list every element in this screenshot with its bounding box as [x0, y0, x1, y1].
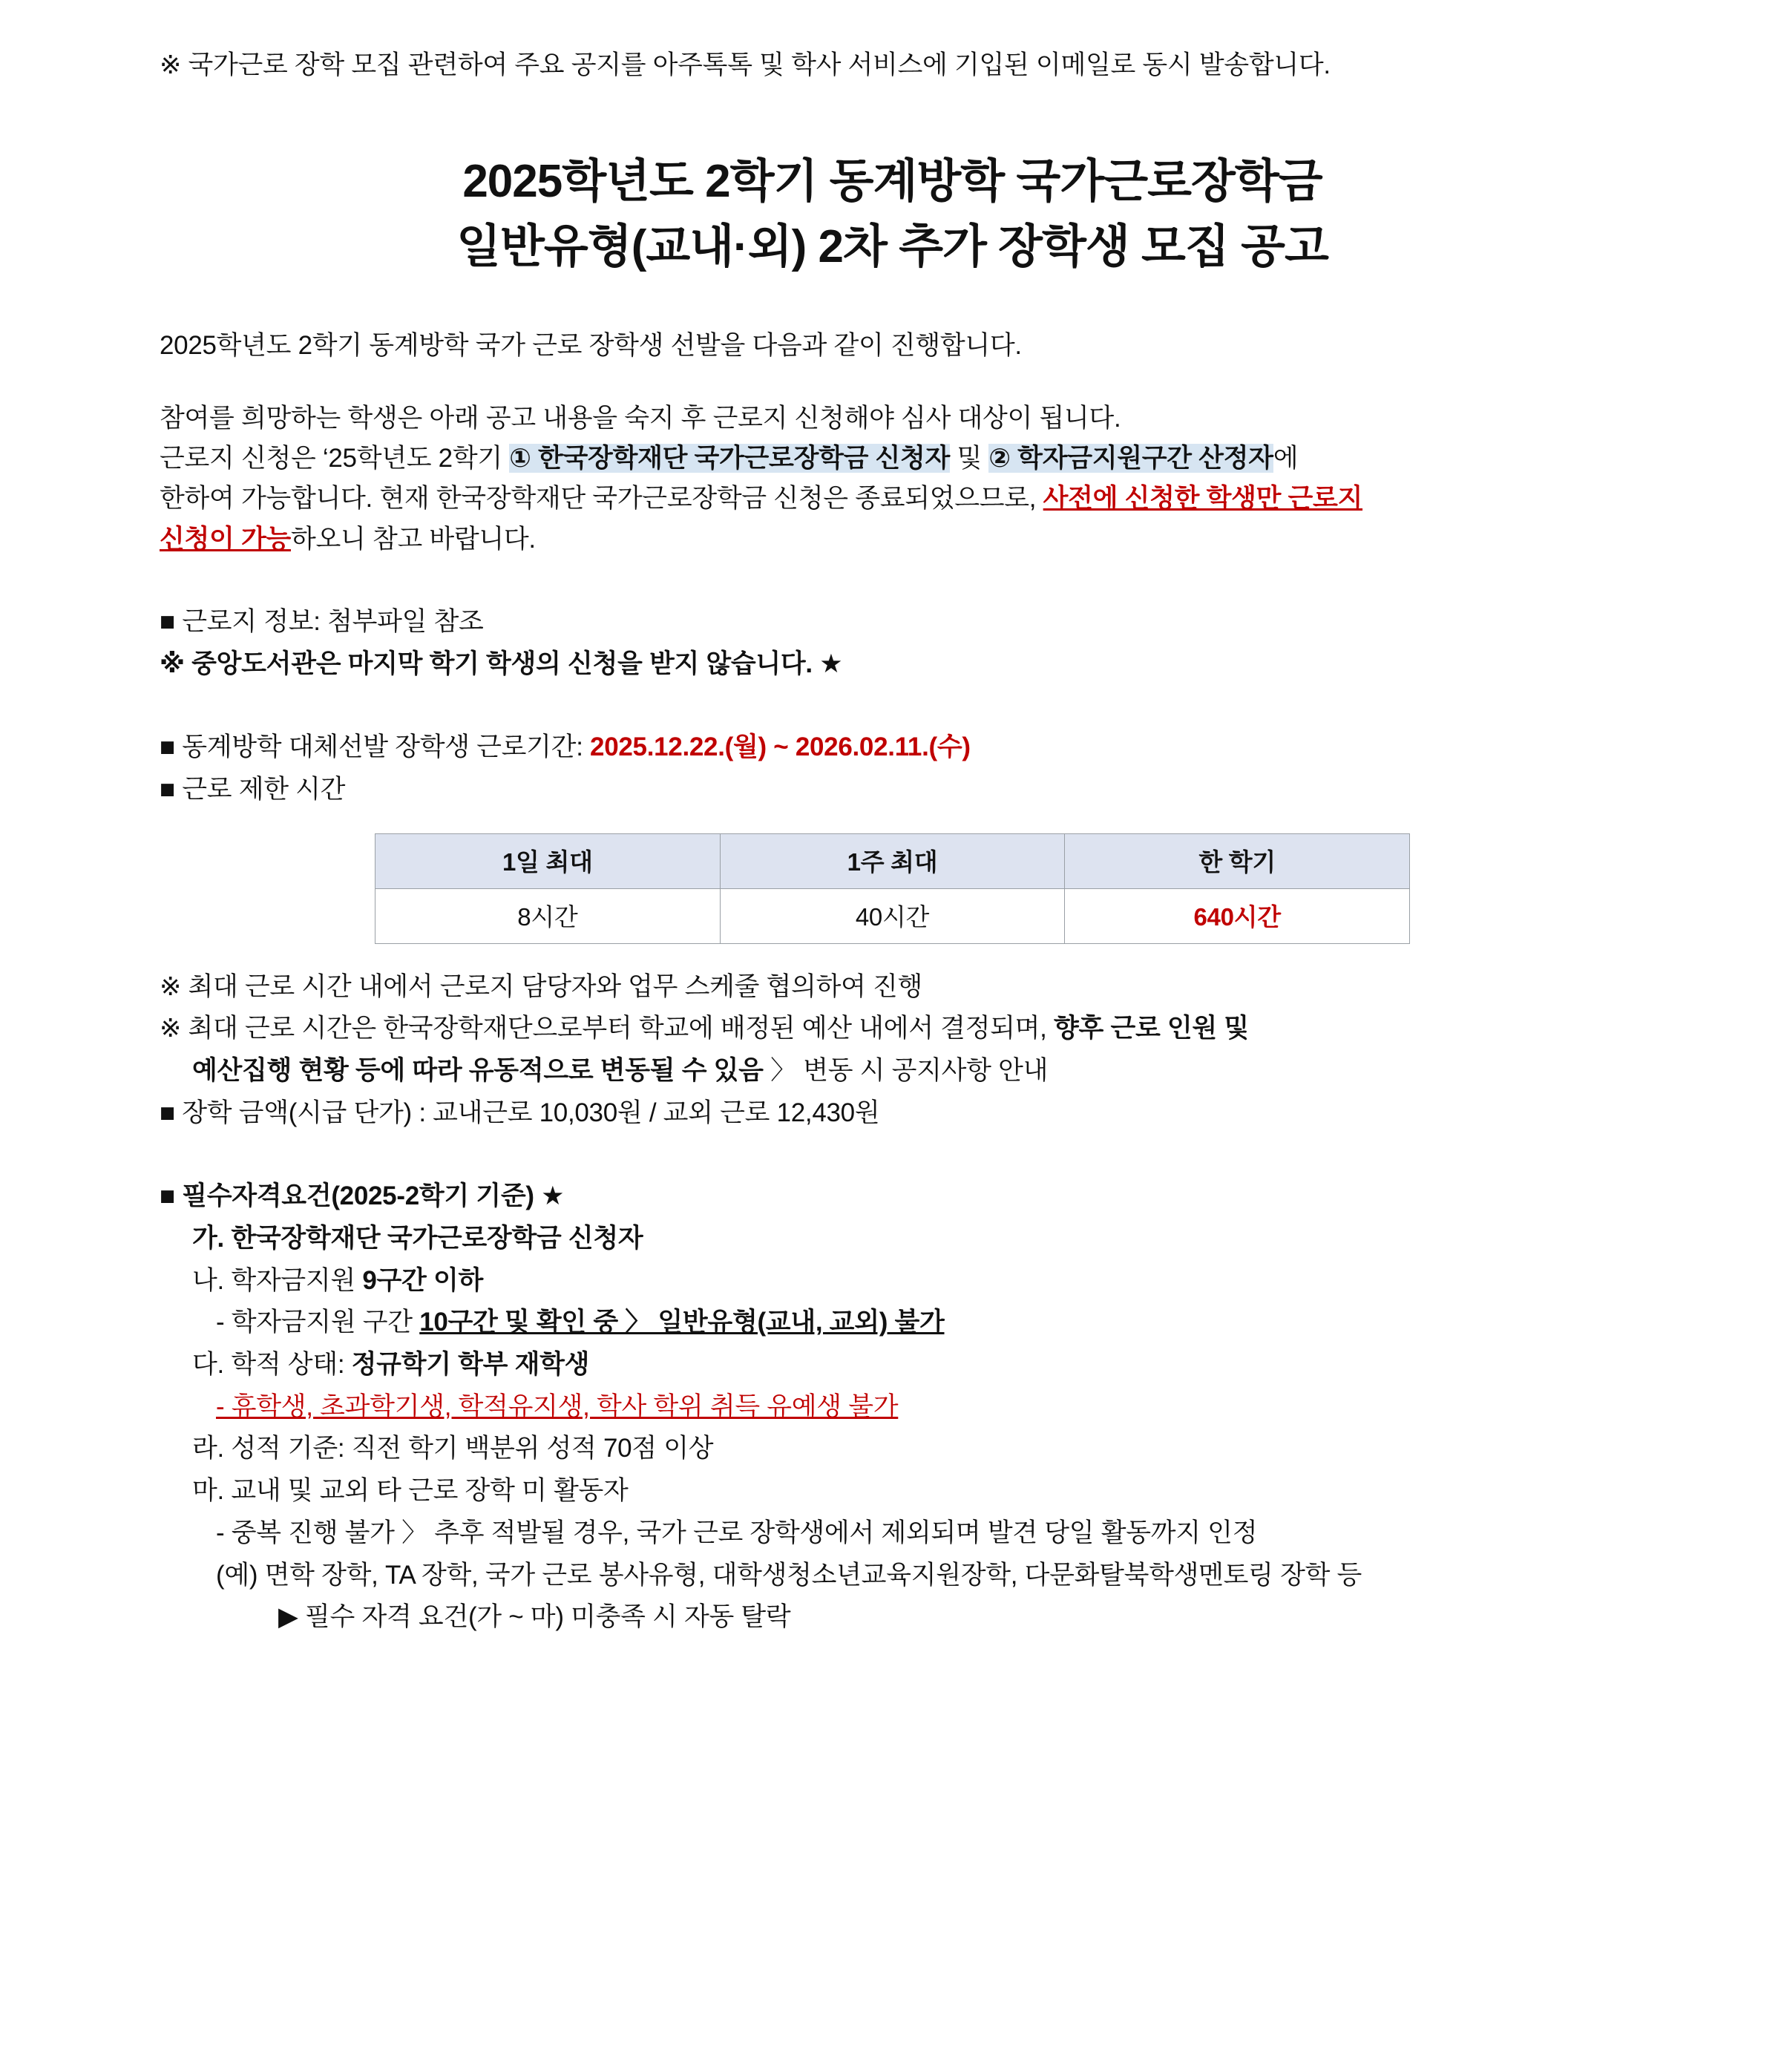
intro-line-3	[160, 439, 1625, 479]
requirement-c	[160, 1344, 1625, 1386]
intro-line-3-c: 에	[1273, 444, 1299, 473]
table-cell-daily: 8시간	[375, 888, 721, 943]
intro-line-3-b: 및	[950, 444, 989, 473]
note-schedule: ※ 최대 근로 시간 내에서 근로지 담당자와 업무 스케줄 협의하여 진행	[160, 971, 923, 1001]
requirement-c-sub-text: - 휴학생, 초과학기생, 학적유지생, 학사 학위 취득 유예생 불가	[216, 1391, 899, 1421]
work-period-label: ■ 동계방학 대체선발 장학생 근로기간:	[160, 732, 591, 762]
table-row	[375, 888, 1410, 943]
note-budget-a: ※ 최대 근로 시간은 한국장학재단으로부터 학교에 배정된 예산 내에서 결정되며,	[160, 1014, 1055, 1043]
table-header-weekly: 1주 최대	[720, 833, 1065, 888]
intro-line-1: 2025학년도 2학기 동계방학 국가 근로 장학생 선발을 다음과 같이 진행합니다.	[160, 330, 1022, 360]
workplace-notice: ※ 중앙도서관은 마지막 학기 학생의 신청을 받지 않습니다. ★	[160, 649, 843, 678]
intro-line-5	[160, 519, 1625, 560]
requirement-b-prefix: 나. 학자금지원	[192, 1265, 363, 1295]
requirement-a: 가. 한국장학재단 국가근로장학금 신청자	[192, 1224, 643, 1253]
requirement-b-sub	[160, 1302, 1625, 1344]
intro-line-4-a: 한하여 가능합니다. 현재 한국장학재단 국가근로장학금 신청은 종료되었으므로,	[160, 484, 1043, 514]
requirements-heading: ■ 필수자격요건(2025-2학기 기준) ★	[160, 1181, 565, 1211]
note-budget-cont-bold: 예산집행 현황 등에 따라 유동적으로 변동될 수 있음	[192, 1055, 764, 1085]
requirement-c-sub	[160, 1386, 1625, 1429]
document-title	[160, 149, 1625, 280]
requirement-b-bold: 9구간 이하	[362, 1265, 483, 1295]
note-budget-cont	[160, 1050, 1625, 1092]
requirement-b-sub-prefix: - 학자금지원 구간	[216, 1308, 420, 1337]
note-budget	[160, 1008, 1625, 1050]
requirement-e-sub-1: - 중복 진행 불가 〉 추후 적발될 경우, 국가 근로 장학생에서 제외되며 발견 당일 활동까지 인정	[216, 1518, 1258, 1547]
intro-highlight-2: ② 학자금지원구간 산정자	[988, 444, 1273, 473]
work-period	[160, 727, 1625, 769]
requirement-e: 마. 교내 및 교외 타 근로 장학 미 활동자	[192, 1476, 629, 1506]
intro-highlight-1: ① 한국장학재단 국가근로장학금 신청자	[509, 444, 951, 473]
note-budget-cont-rest: 〉 변동 시 공지사항 안내	[763, 1055, 1049, 1085]
requirement-d: 라. 성적 기준: 직전 학기 백분위 성적 70점 이상	[192, 1434, 714, 1463]
workplace-info: ■ 근로지 정보: 첨부파일 참조	[160, 606, 484, 636]
requirement-e-sub-2: (예) 면학 장학, TA 장학, 국가 근로 봉사유형, 대학생청소년교육지원장학, 다문화탈북학생멘토링 장학 등	[216, 1560, 1362, 1590]
title-line-2: 일반유형(교내·외) 2차 추가 장학생 모집 공고	[456, 220, 1328, 272]
requirement-final-note: ▶ 필수 자격 요건(가 ~ 마) 미충족 시 자동 탈락	[278, 1602, 791, 1632]
note-budget-bold: 향후 근로 인원 및	[1054, 1014, 1249, 1043]
work-period-value: 2025.12.22.(월) ~ 2026.02.11.(수)	[590, 732, 971, 762]
requirement-b-sub-bold: 10구간 및 확인 중 〉 일반유형(교내, 교외) 불가	[419, 1308, 945, 1337]
scholarship-amount: ■ 장학 금액(시급 단가) : 교내근로 10,030원 / 교외 근로 12,430원	[160, 1098, 880, 1127]
intro-line-5-rest: 하오니 참고 바랍니다.	[290, 524, 536, 554]
table-cell-weekly: 40시간	[720, 888, 1065, 943]
intro-line-2: 참여를 희망하는 학생은 아래 공고 내용을 숙지 후 근로지 신청해야 심사 대상이 됩니다.	[160, 403, 1121, 433]
top-note: ※ 국가근로 장학 모집 관련하여 주요 공지를 아주톡톡 및 학사 서비스에 기입된 이메일로 동시 발송합니다.	[160, 50, 1331, 79]
work-limit-heading: ■ 근로 제한 시간	[160, 774, 346, 804]
table-header-row	[375, 833, 1410, 888]
intro-line-4	[160, 479, 1625, 519]
requirement-c-bold: 정규학기 학부 재학생	[351, 1350, 590, 1380]
intro-line-3-a: 근로지 신청은 ‘25학년도 2학기	[160, 444, 510, 473]
table-header-daily: 1일 최대	[375, 833, 721, 888]
title-line-1: 2025학년도 2학기 동계방학 국가근로장학금	[462, 155, 1322, 207]
requirement-b	[160, 1260, 1625, 1302]
intro-line-4-emphasis: 사전에 신청한 학생만 근로지	[1043, 484, 1363, 514]
intro-line-5-emphasis: 신청이 가능	[160, 524, 291, 554]
work-limits-table	[375, 833, 1410, 944]
table-header-semester: 한 학기	[1065, 833, 1410, 888]
requirement-c-prefix: 다. 학적 상태:	[192, 1350, 352, 1380]
table-cell-semester: 640시간	[1065, 888, 1410, 943]
